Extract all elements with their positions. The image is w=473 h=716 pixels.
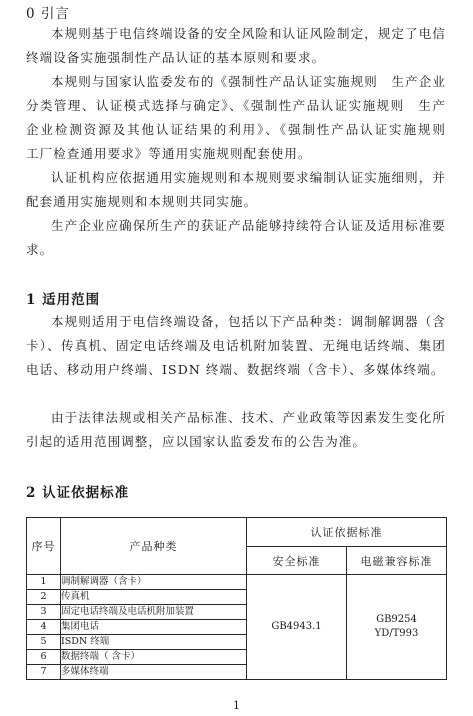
header-emc-standard: 电磁兼容标准 [347,547,447,575]
header-safety-standard: 安全标准 [247,547,347,575]
intro-heading: 0 引言 [26,6,70,22]
scope-paragraph-2: 由于法律法规或相关产品标准、技术、产业政策等因素发生变化所引起的适用范围调整，应以国家认监委发布的公告为准。 [26,410,446,449]
row-number: 3 [27,605,61,620]
row-number: 2 [27,590,61,605]
intro-paragraph-2: 本规则与国家认监委发布的《强制性产品认证实施规则 生产企业分类管理、认证模式选择与确定》、《强制性产品认证实施规则 生产企业检测资源及其他认证结果的利用》、《强制性产品认证实施规则 工厂检查通用要求》等通用实施规则配套使用。 [26,74,460,161]
row-product: 调制解调器（含卡） [61,575,247,590]
row-product: 固定电话终端及电话机附加装置 [61,605,247,620]
header-certification-basis: 认证依据标准 [247,518,447,547]
row-product: 数据终端（ 含卡） [61,650,247,665]
row-number: 1 [27,575,61,590]
standards-table-wrapper [26,517,446,680]
row-number: 6 [27,650,61,665]
row-number: 7 [27,665,61,680]
intro-paragraph-1: 本规则基于电信终端设备的安全风险和认证风险制定，规定了电信终端设备实施强制性产品认证的基本原则和要求。 [26,26,446,65]
standards-heading: 2 认证依据标准 [26,485,130,501]
standards-table [26,517,447,680]
emc-standard-cell [347,575,447,680]
row-product: 多媒体终端 [61,665,247,680]
row-number: 4 [27,620,61,635]
header-product-type: 产品种类 [61,518,247,575]
table-row [27,575,447,590]
intro-paragraph-4: 生产企业应确保所生产的获证产品能够持续符合认证及适用标准要求。 [26,218,446,257]
emc-standard-line-2: YD/T993 [374,628,419,639]
intro-paragraph-3: 认证机构应依据通用实施规则和本规则要求编制认证实施细则，并配套通用实施规则和本规则共同实施。 [26,170,446,209]
page-number: 1 [233,699,240,712]
safety-standard-cell: GB4943.1 [247,575,347,680]
header-serial-no: 序号 [27,518,61,575]
scope-paragraph-1: 本规则适用于电信终端设备，包括以下产品种类：调制解调器（含卡）、传真机、固定电话终端及电话机附加装置、无绳电话终端、集团电话、移动用户终端、ISDN 终端、数据终端（含卡）、多媒体终端。 [26,314,446,377]
row-product: 传真机 [61,590,247,605]
scope-heading: 1 适用范围 [26,292,101,308]
row-product: 集团电话 [61,620,247,635]
row-product: ISDN 终端 [61,635,247,650]
row-number: 5 [27,635,61,650]
emc-standard-line-1: GB9254 [376,614,417,625]
